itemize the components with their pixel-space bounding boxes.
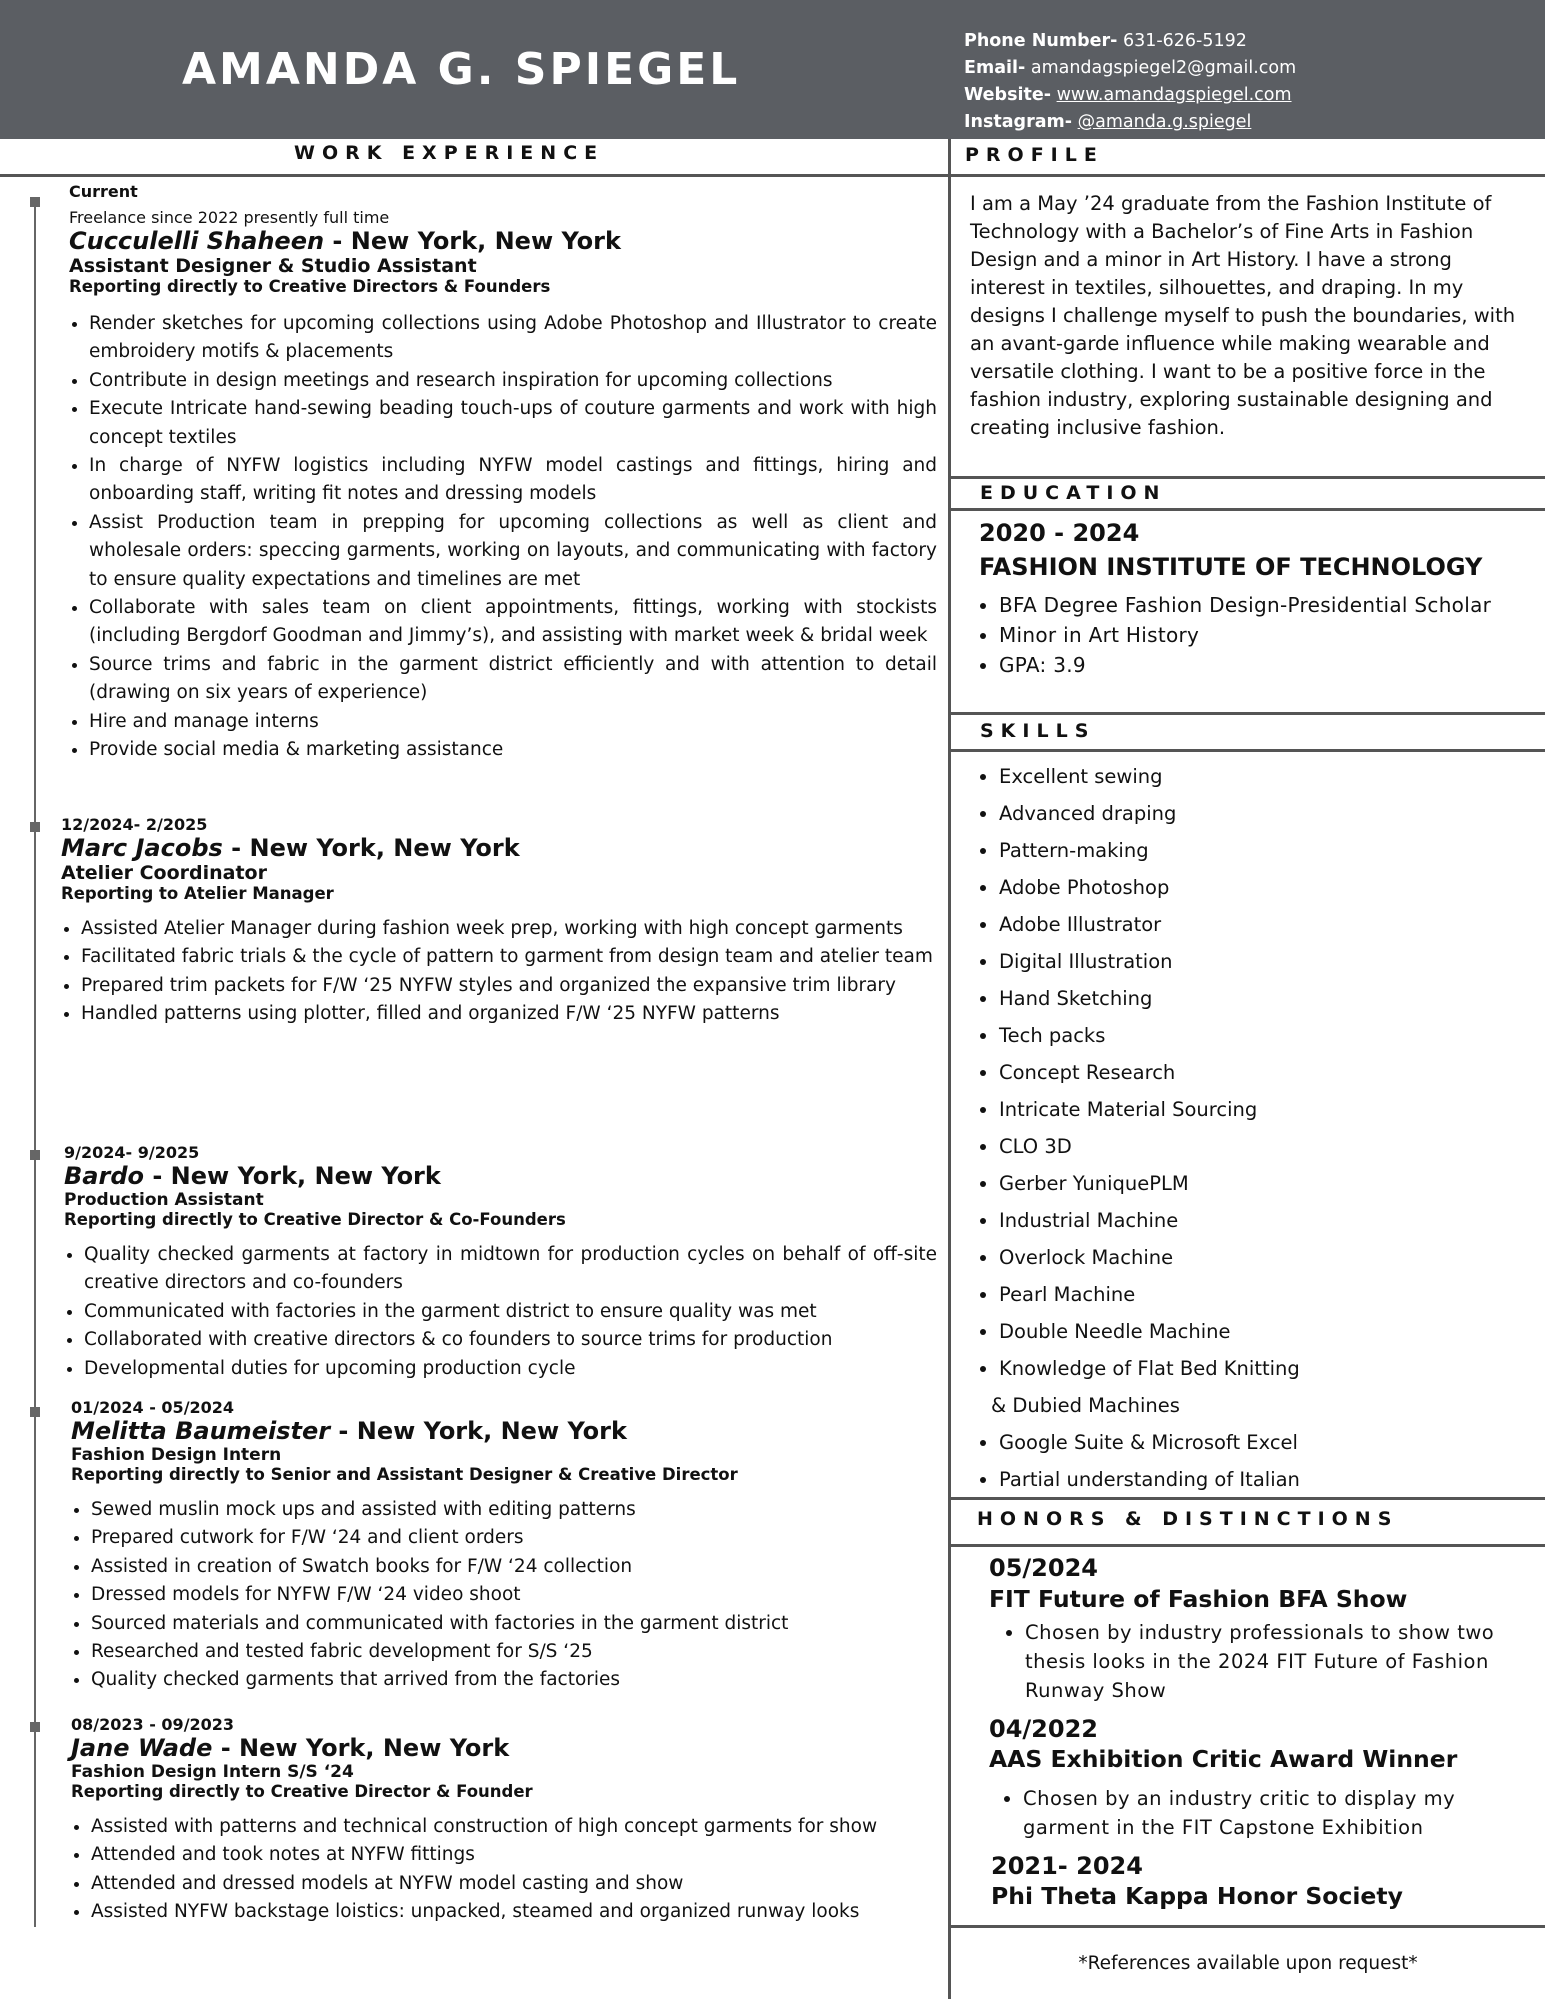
honor-year: 2021- 2024 (991, 1852, 1143, 1880)
job-marc-jacobs (61, 815, 937, 1029)
list-item: • Hire and manage interns (89, 708, 937, 736)
list-item: • Excellent sewing (999, 758, 1519, 795)
list-item: • Assist Production team in prepping for upcoming collections as well as client and wholesale orders: speccing garments, working on layouts, and communicating with factory to ensure quality expectations and timelines are met (89, 509, 937, 594)
honor-title: FIT Future of Fashion BFA Show (989, 1585, 1408, 1613)
skills-title: SKILLS (980, 720, 1096, 742)
list-item: • Tech packs (999, 1017, 1519, 1054)
job-role: Atelier Coordinator (61, 862, 267, 884)
job-bardo (64, 1143, 937, 1383)
list-item: • Prepared trim packets for F/W ‘25 NYFW styles and organized the expansive trim library (81, 972, 937, 1000)
list-item: • BFA Degree Fashion Design-Presidential Scholar (999, 590, 1519, 620)
list-item: • Handled patterns using plotter, filled and organized F/W ‘25 NYFW patterns (81, 1000, 937, 1028)
timeline-line (34, 199, 36, 1927)
contact-instagram[interactable]: Instagram- @amanda.g.spiegel (964, 112, 1252, 132)
job-bullets (71, 1813, 937, 1927)
education-title: EDUCATION (980, 482, 1167, 504)
column-divider (948, 139, 951, 1999)
list-item: & Dubied Machines (991, 1394, 1180, 1417)
timeline-tick (30, 822, 40, 832)
list-item: • Collaborated with creative directors & co founders to source trims for production (84, 1326, 937, 1354)
list-item: • Execute Intricate hand-sewing beading touch-ups of couture garments and work with high concept textiles (89, 395, 937, 452)
list-item: • Intricate Material Sourcing (999, 1091, 1519, 1128)
references-rule (951, 1925, 1545, 1928)
list-item: • Adobe Illustrator (999, 906, 1519, 943)
list-item: • Concept Research (999, 1054, 1519, 1091)
list-item: • Attended and took notes at NYFW fittings (91, 1841, 937, 1869)
job-cucculelli-shaheen (69, 182, 937, 765)
list-item: • Sourced materials and communicated with factories in the garment district (91, 1610, 937, 1638)
list-item: • Double Needle Machine (999, 1313, 1519, 1350)
job-jane-wade (71, 1715, 937, 1927)
candidate-name: AMANDA G. SPIEGEL (182, 44, 741, 95)
list-item: • Prepared cutwork for F/W ‘24 and client orders (91, 1524, 937, 1552)
profile-text: I am a May ’24 graduate from the Fashion Institute of Technology with a Bachelor’s of Fine Arts in Fashion Design and a minor in Art History. I have a strong interest in textiles, silhouettes, and draping. In my designs I challenge myself to push the boundaries, with an avant-garde influence while making wearable and versatile clothing. I want to be a positive force in the fashion industry, exploring sustainable designing and creating inclusive fashion. (970, 192, 1516, 439)
job-reporting: Reporting directly to Creative Director & Founder (71, 1782, 533, 1801)
job-reporting: Reporting directly to Creative Director & Co-Founders (64, 1210, 566, 1229)
header-band (0, 0, 1545, 139)
contact-block (964, 28, 1296, 136)
job-dates: Current (69, 182, 138, 201)
list-item: • Attended and dressed models at NYFW model casting and show (91, 1870, 937, 1898)
education-top-rule (951, 476, 1545, 479)
job-company: Bardo - New York, New York (64, 1162, 441, 1190)
list-item: • Hand Sketching (999, 980, 1519, 1017)
job-company: Cucculelli Shaheen - New York, New York (69, 227, 621, 255)
honor-year: 05/2024 (989, 1554, 1098, 1582)
list-item: • Contribute in design meetings and research inspiration for upcoming collections (89, 367, 937, 395)
honor-title: AAS Exhibition Critic Award Winner (989, 1745, 1458, 1773)
list-item: • Chosen by industry professionals to show two thesis looks in the 2024 FIT Future of Fashion Runway Show (1025, 1618, 1535, 1705)
list-item: • Dressed models for NYFW F/W ‘24 video shoot (91, 1581, 937, 1609)
work-title-rule (0, 174, 948, 177)
job-note: Freelance since 2022 presently full time (69, 208, 390, 227)
list-item: • Sewed muslin mock ups and assisted with editing patterns (91, 1496, 937, 1524)
list-item: • Gerber YuniquePLM (999, 1165, 1519, 1202)
references-note: *References available upon request* (1078, 1953, 1418, 1974)
list-item: • GPA: 3.9 (999, 650, 1519, 680)
job-bullets (69, 310, 937, 765)
skills-list (979, 758, 1519, 1498)
list-item: • Pearl Machine (999, 1276, 1519, 1313)
job-reporting: Reporting directly to Creative Directors & Founders (69, 277, 551, 296)
contact-website[interactable]: Website- www.amandagspiegel.com (964, 85, 1292, 105)
list-item: • Facilitated fabric trials & the cycle of pattern to garment from design team and atelier team (81, 943, 937, 971)
job-bullets (71, 1496, 937, 1695)
list-item: • Assisted in creation of Swatch books for F/W ‘24 collection (91, 1553, 937, 1581)
contact-phone: Phone Number- 631-626-5192 (964, 31, 1247, 51)
list-item: • Knowledge of Flat Bed Knitting (999, 1350, 1519, 1387)
list-item: • Assisted Atelier Manager during fashion week prep, working with high concept garments (81, 915, 937, 943)
education-school: FASHION INSTITUTE OF TECHNOLOGY (979, 553, 1483, 581)
list-item: • Adobe Photoshop (999, 869, 1519, 906)
list-item: • Communicated with factories in the garment district to ensure quality was met (84, 1298, 937, 1326)
list-item: • Assisted with patterns and technical construction of high concept garments for show (91, 1813, 937, 1841)
timeline-tick (30, 1407, 40, 1417)
job-reporting: Reporting to Atelier Manager (61, 884, 334, 903)
list-item: • Minor in Art History (999, 620, 1519, 650)
skills-top-rule (951, 712, 1545, 715)
honors-title-rule (951, 1544, 1545, 1547)
job-role: Fashion Design Intern S/S ‘24 (71, 1762, 354, 1782)
job-company: Melitta Baumeister - New York, New York (71, 1417, 627, 1445)
job-dates: 12/2024- 2/2025 (61, 815, 208, 834)
job-bullets (64, 1241, 937, 1383)
list-item: • Partial understanding of Italian (999, 1461, 1519, 1498)
list-item: • In charge of NYFW logistics including NYFW model castings and fittings, hiring and onboarding staff, writing fit notes and dressing models (89, 452, 937, 509)
list-item: • Advanced draping (999, 795, 1519, 832)
honor-title: Phi Theta Kappa Honor Society (991, 1882, 1403, 1910)
timeline-tick (30, 1722, 40, 1732)
list-item: • Source trims and fabric in the garment district efficiently and with attention to detail (drawing on six years of experience) (89, 651, 937, 708)
list-item: • Quality checked garments at factory in midtown for production cycles on behalf of off-site creative directors and co-founders (84, 1241, 937, 1298)
list-item: • Assisted NYFW backstage loistics: unpacked, steamed and organized runway looks (91, 1898, 937, 1926)
list-item: • Quality checked garments that arrived from the factories (91, 1666, 937, 1694)
list-item: • Researched and tested fabric development for S/S ‘25 (91, 1638, 937, 1666)
list-item: • Overlock Machine (999, 1239, 1519, 1276)
list-item: • Collaborate with sales team on client appointments, fittings, working with stockists (including Bergdorf Goodman and Jimmy’s), and assisting with market week & bridal week (89, 594, 937, 651)
job-bullets (61, 915, 937, 1029)
education-years: 2020 - 2024 (979, 519, 1140, 547)
education-list (979, 590, 1519, 680)
honor-bullets (1003, 1784, 1543, 1842)
timeline-tick (30, 1150, 40, 1160)
honors-title: HONORS & DISTINCTIONS (977, 1508, 1399, 1530)
list-item: • Provide social media & marketing assistance (89, 736, 937, 764)
honor-bullets (1005, 1618, 1535, 1705)
list-item: • CLO 3D (999, 1128, 1519, 1165)
job-role: Production Assistant (64, 1190, 264, 1210)
work-experience-title: WORK EXPERIENCE (294, 142, 605, 164)
job-role: Assistant Designer & Studio Assistant (69, 255, 477, 277)
job-dates: 08/2023 - 09/2023 (71, 1715, 235, 1734)
job-reporting: Reporting directly to Senior and Assistant Designer & Creative Director (71, 1465, 738, 1484)
list-item: • Google Suite & Microsoft Excel (999, 1424, 1519, 1461)
job-company: Jane Wade - New York, New York (71, 1734, 510, 1762)
list-item: • Digital Illustration (999, 943, 1519, 980)
job-company: Marc Jacobs - New York, New York (61, 834, 520, 862)
list-item: • Industrial Machine (999, 1202, 1519, 1239)
list-item: • Chosen by an industry critic to display my garment in the FIT Capstone Exhibition (1023, 1784, 1543, 1842)
profile-title: PROFILE (965, 144, 1104, 166)
job-role: Fashion Design Intern (71, 1445, 282, 1465)
skills-title-rule (951, 749, 1545, 752)
list-item: • Developmental duties for upcoming production cycle (84, 1355, 937, 1383)
job-dates: 01/2024 - 05/2024 (71, 1398, 235, 1417)
job-dates: 9/2024- 9/2025 (64, 1143, 200, 1162)
timeline-tick (30, 197, 40, 207)
list-item: • Render sketches for upcoming collections using Adobe Photoshop and Illustrator to create embroidery motifs & placements (89, 310, 937, 367)
job-melitta-baumeister (71, 1398, 937, 1695)
contact-email[interactable]: Email- amandagspiegel2@gmail.com (964, 58, 1297, 78)
education-title-rule (951, 508, 1545, 511)
list-item: • Pattern-making (999, 832, 1519, 869)
profile-title-rule (951, 174, 1545, 177)
honor-year: 04/2022 (989, 1715, 1098, 1743)
